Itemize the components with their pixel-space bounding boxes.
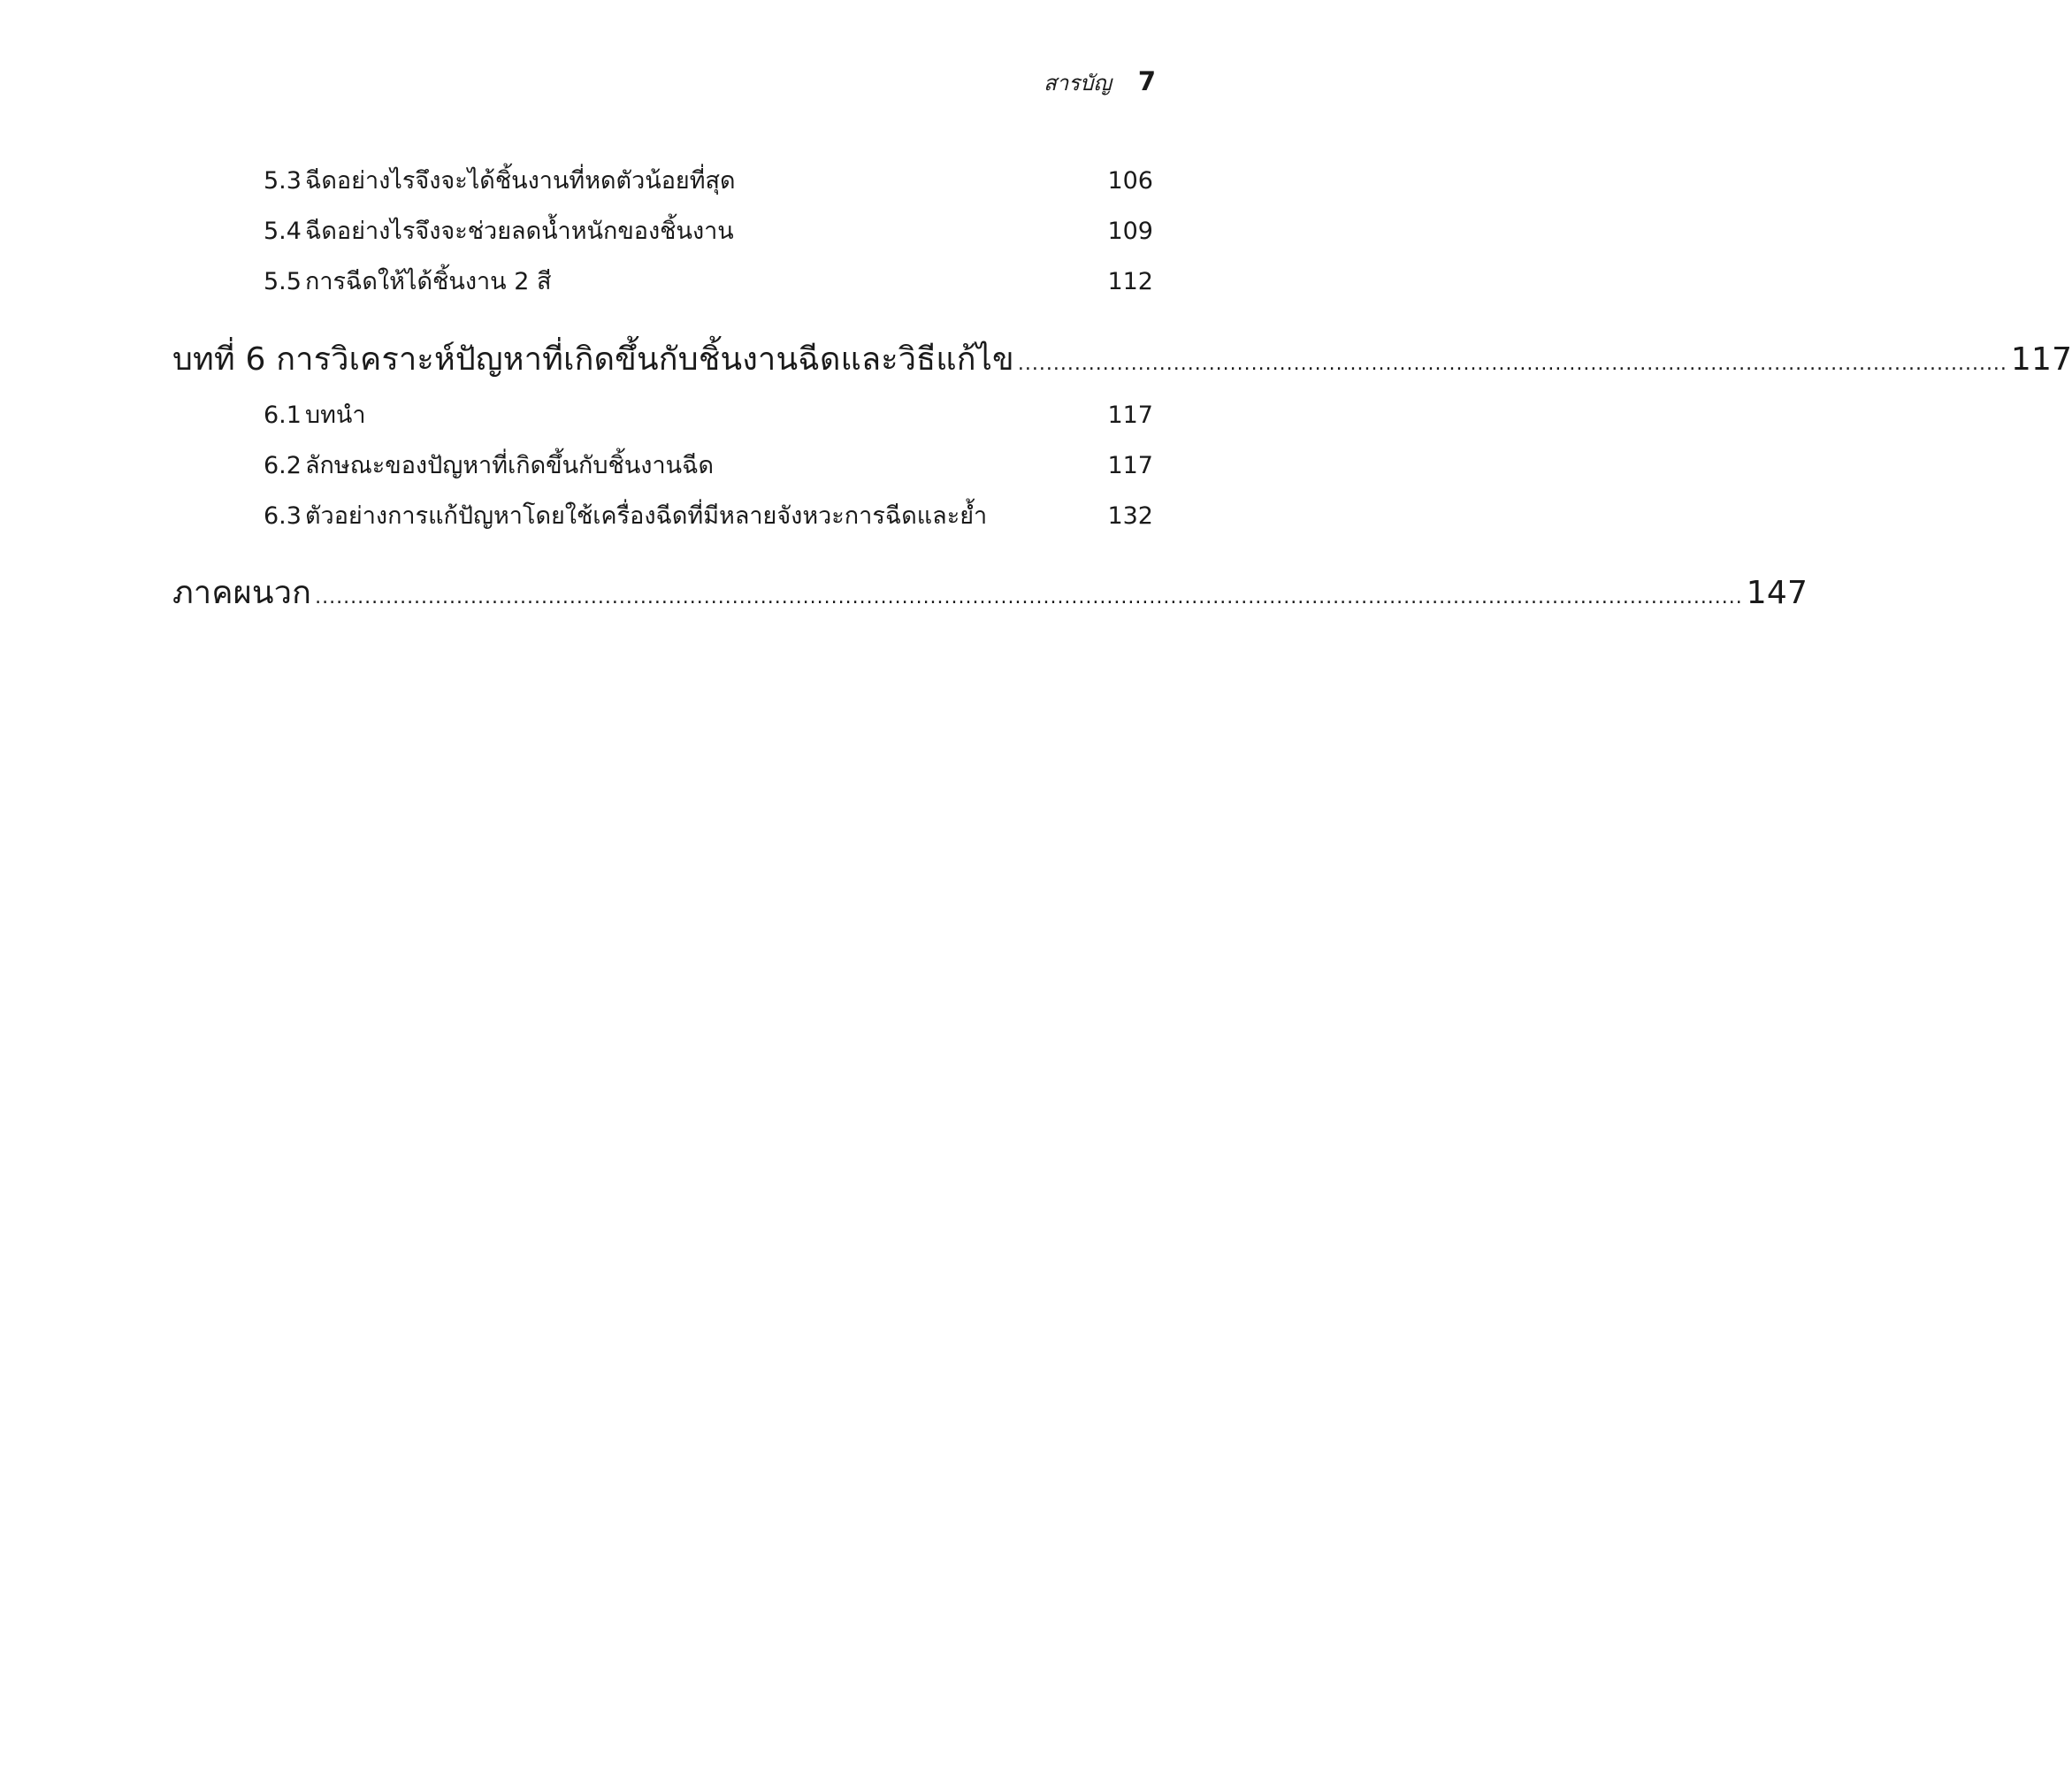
toc-entry-5-4	[264, 211, 1153, 249]
section-title: บทนำ	[305, 402, 366, 429]
section-page: 132	[1107, 502, 1153, 530]
section-number: 5.4	[264, 218, 302, 245]
dot-leader: ..........................................................................................................................................................................................................	[315, 586, 1743, 608]
section-number: 6.1	[264, 402, 302, 429]
section-number: 5.3	[264, 167, 302, 195]
toc-chapter-6	[172, 333, 2072, 384]
toc-appendix	[172, 567, 1808, 617]
section-title: การฉีดให้ได้ชิ้นงาน 2 สี	[305, 268, 552, 295]
section-title: ฉีดอย่างไรจึงจะได้ชิ้นงานที่หดตัวน้อยที่สุด	[305, 167, 736, 195]
section-page: 109	[1107, 218, 1153, 245]
section-title: ตัวอย่างการแก้ปัญหาโดยใช้เครื่องฉีดที่มีหลายจังหวะการฉีดและย้ำ	[305, 502, 988, 530]
section-title: ฉีดอย่างไรจึงจะช่วยลดน้ำหนักของชิ้นงาน	[305, 218, 734, 245]
section-number: 6.3	[264, 502, 302, 530]
section-page: 112	[1107, 268, 1153, 295]
toc-entry-6-1	[264, 395, 1153, 433]
toc-entry-5-5	[264, 262, 1153, 300]
chapter-page: 117	[2010, 341, 2072, 378]
section-page: 106	[1107, 167, 1153, 195]
toc-entry-5-3	[264, 161, 1153, 199]
chapter-title: บทที่ 6 การวิเคราะห์ปัญหาที่เกิดขึ้นกับชิ้นงานฉีดและวิธีแก้ไข	[172, 341, 1014, 378]
dot-leader: ............................................................................................................................................	[1017, 353, 2007, 375]
section-number: 5.5	[264, 268, 302, 295]
toc-entry-6-2	[264, 446, 1153, 484]
running-title: สารบัญ	[1044, 71, 1112, 96]
toc-entry-6-3	[264, 496, 1153, 534]
section-page: 117	[1107, 452, 1153, 479]
running-header	[1044, 65, 1156, 100]
section-page: 117	[1107, 402, 1153, 429]
appendix-page: 147	[1746, 575, 1808, 611]
appendix-title: ภาคผนวก	[172, 575, 312, 611]
page-number: 7	[1137, 66, 1156, 96]
section-number: 6.2	[264, 452, 302, 479]
section-title: ลักษณะของปัญหาที่เกิดขึ้นกับชิ้นงานฉีด	[305, 452, 715, 479]
